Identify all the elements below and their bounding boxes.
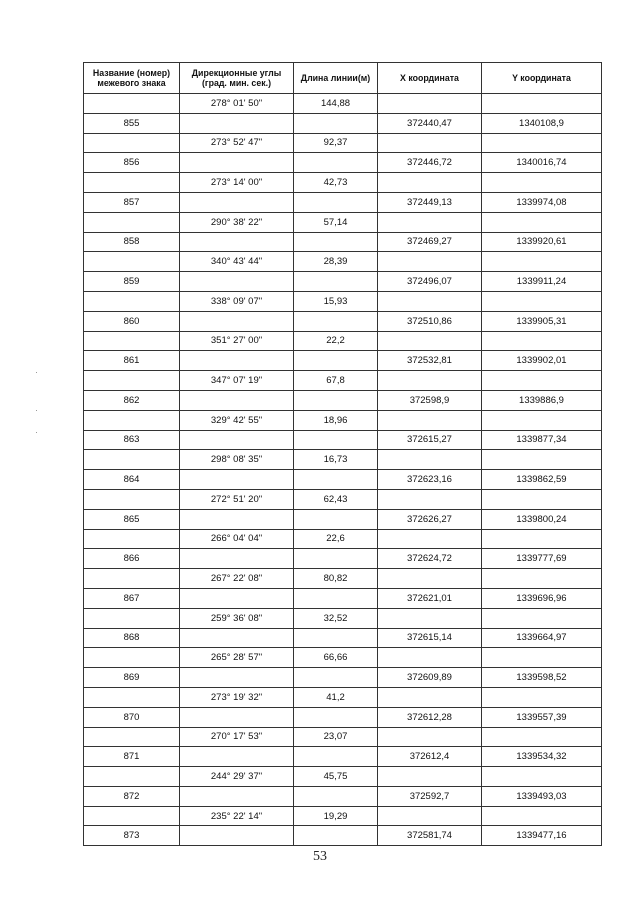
table-row (84, 806, 602, 826)
cell-marker-name: 864 (84, 470, 180, 490)
table-row (84, 173, 602, 193)
cell-x-coordinate (378, 687, 482, 707)
cell-y-coordinate (482, 173, 602, 193)
cell-line-length (294, 470, 378, 490)
table-row (84, 450, 602, 470)
table-row (84, 588, 602, 608)
cell-y-coordinate: 1339886,9 (482, 390, 602, 410)
cell-bearing (180, 786, 294, 806)
table-row (84, 628, 602, 648)
cell-bearing (180, 232, 294, 252)
cell-x-coordinate: 372623,16 (378, 470, 482, 490)
cell-bearing (180, 351, 294, 371)
cell-line-length: 80,82 (294, 569, 378, 589)
cell-bearing: 235° 22' 14" (180, 806, 294, 826)
cell-bearing (180, 747, 294, 767)
table-row (84, 331, 602, 351)
table-row (84, 291, 602, 311)
cell-line-length: 16,73 (294, 450, 378, 470)
cell-bearing: 273° 52' 47" (180, 133, 294, 153)
boundary-coordinates-table (83, 62, 602, 846)
table-row (84, 272, 602, 292)
table-row (84, 430, 602, 450)
cell-marker-name (84, 727, 180, 747)
cell-line-length: 41,2 (294, 687, 378, 707)
cell-y-coordinate (482, 94, 602, 114)
cell-marker-name (84, 291, 180, 311)
cell-marker-name: 870 (84, 707, 180, 727)
table-row (84, 786, 602, 806)
table-row (84, 252, 602, 272)
cell-line-length (294, 707, 378, 727)
cell-line-length: 28,39 (294, 252, 378, 272)
cell-bearing (180, 192, 294, 212)
cell-line-length (294, 430, 378, 450)
cell-x-coordinate (378, 608, 482, 628)
cell-line-length (294, 549, 378, 569)
cell-y-coordinate: 1339493,03 (482, 786, 602, 806)
cell-line-length (294, 668, 378, 688)
cell-line-length: 18,96 (294, 410, 378, 430)
cell-y-coordinate (482, 291, 602, 311)
cell-line-length (294, 390, 378, 410)
cell-marker-name: 861 (84, 351, 180, 371)
cell-line-length (294, 153, 378, 173)
cell-x-coordinate (378, 569, 482, 589)
cell-marker-name (84, 767, 180, 787)
cell-y-coordinate: 1339862,59 (482, 470, 602, 490)
cell-x-coordinate: 372609,89 (378, 668, 482, 688)
cell-x-coordinate (378, 806, 482, 826)
cell-y-coordinate (482, 133, 602, 153)
cell-y-coordinate: 1339877,34 (482, 430, 602, 450)
cell-line-length: 57,14 (294, 212, 378, 232)
cell-marker-name: 857 (84, 192, 180, 212)
cell-line-length (294, 311, 378, 331)
cell-bearing: 270° 17' 53" (180, 727, 294, 747)
cell-marker-name (84, 331, 180, 351)
cell-bearing: 298° 08' 35" (180, 450, 294, 470)
cell-x-coordinate (378, 173, 482, 193)
table-row (84, 687, 602, 707)
cell-x-coordinate: 372621,01 (378, 588, 482, 608)
table-row (84, 569, 602, 589)
cell-x-coordinate (378, 291, 482, 311)
cell-bearing (180, 272, 294, 292)
cell-marker-name: 867 (84, 588, 180, 608)
cell-y-coordinate: 1340016,74 (482, 153, 602, 173)
cell-marker-name (84, 410, 180, 430)
scan-speck (36, 410, 37, 411)
cell-marker-name: 871 (84, 747, 180, 767)
cell-marker-name (84, 608, 180, 628)
cell-y-coordinate (482, 212, 602, 232)
cell-x-coordinate (378, 767, 482, 787)
cell-marker-name: 868 (84, 628, 180, 648)
table-row (84, 489, 602, 509)
cell-x-coordinate (378, 371, 482, 391)
cell-bearing (180, 549, 294, 569)
cell-y-coordinate: 1339557,39 (482, 707, 602, 727)
cell-x-coordinate: 372592,7 (378, 786, 482, 806)
table-row (84, 727, 602, 747)
cell-bearing (180, 153, 294, 173)
table-row (84, 747, 602, 767)
cell-y-coordinate: 1339920,61 (482, 232, 602, 252)
cell-line-length: 22,6 (294, 529, 378, 549)
table-row (84, 648, 602, 668)
cell-y-coordinate (482, 727, 602, 747)
cell-marker-name (84, 569, 180, 589)
cell-bearing: 338° 09' 07" (180, 291, 294, 311)
cell-marker-name: 860 (84, 311, 180, 331)
cell-line-length (294, 588, 378, 608)
cell-bearing: 351° 27' 00" (180, 331, 294, 351)
cell-y-coordinate: 1339974,08 (482, 192, 602, 212)
table-row (84, 767, 602, 787)
cell-marker-name (84, 371, 180, 391)
cell-y-coordinate: 1339902,01 (482, 351, 602, 371)
cell-line-length: 32,52 (294, 608, 378, 628)
cell-bearing: 265° 28' 57" (180, 648, 294, 668)
table-row (84, 371, 602, 391)
cell-bearing (180, 430, 294, 450)
cell-bearing (180, 311, 294, 331)
table-row (84, 549, 602, 569)
cell-x-coordinate: 372626,27 (378, 509, 482, 529)
cell-line-length: 19,29 (294, 806, 378, 826)
cell-marker-name: 873 (84, 826, 180, 846)
cell-bearing: 266° 04' 04" (180, 529, 294, 549)
cell-marker-name (84, 173, 180, 193)
cell-y-coordinate: 1339534,32 (482, 747, 602, 767)
cell-y-coordinate (482, 608, 602, 628)
cell-x-coordinate (378, 94, 482, 114)
cell-marker-name: 858 (84, 232, 180, 252)
cell-bearing: 259° 36' 08" (180, 608, 294, 628)
cell-marker-name (84, 806, 180, 826)
cell-marker-name (84, 252, 180, 272)
table-row (84, 351, 602, 371)
cell-line-length (294, 232, 378, 252)
cell-bearing (180, 390, 294, 410)
cell-y-coordinate: 1340108,9 (482, 113, 602, 133)
cell-x-coordinate (378, 489, 482, 509)
header-marker-name: Название (номер) межевого знака (84, 63, 180, 94)
cell-line-length (294, 826, 378, 846)
cell-y-coordinate: 1339696,96 (482, 588, 602, 608)
cell-x-coordinate: 372612,4 (378, 747, 482, 767)
header-line-length: Длина линии(м) (294, 63, 378, 94)
cell-y-coordinate (482, 767, 602, 787)
cell-x-coordinate (378, 529, 482, 549)
cell-bearing: 273° 19' 32" (180, 687, 294, 707)
cell-y-coordinate (482, 371, 602, 391)
cell-line-length (294, 351, 378, 371)
cell-bearing: 244° 29' 37" (180, 767, 294, 787)
table-row (84, 410, 602, 430)
header-bearing: Дирекционные углы (град. мин. сек.) (180, 63, 294, 94)
cell-x-coordinate (378, 331, 482, 351)
cell-bearing: 347° 07' 19" (180, 371, 294, 391)
table-row (84, 509, 602, 529)
cell-line-length: 45,75 (294, 767, 378, 787)
cell-line-length: 92,37 (294, 133, 378, 153)
cell-bearing: 278° 01' 50" (180, 94, 294, 114)
cell-line-length: 23,07 (294, 727, 378, 747)
cell-y-coordinate: 1339800,24 (482, 509, 602, 529)
cell-y-coordinate (482, 450, 602, 470)
cell-line-length: 66,66 (294, 648, 378, 668)
table-row (84, 608, 602, 628)
cell-y-coordinate (482, 569, 602, 589)
cell-marker-name (84, 529, 180, 549)
cell-y-coordinate: 1339905,31 (482, 311, 602, 331)
cell-line-length: 42,73 (294, 173, 378, 193)
cell-marker-name (84, 489, 180, 509)
cell-line-length (294, 113, 378, 133)
cell-x-coordinate: 372469,27 (378, 232, 482, 252)
cell-line-length (294, 192, 378, 212)
cell-bearing: 272° 51' 20" (180, 489, 294, 509)
cell-x-coordinate: 372496,07 (378, 272, 482, 292)
cell-marker-name: 863 (84, 430, 180, 450)
cell-line-length: 22,2 (294, 331, 378, 351)
table-row (84, 212, 602, 232)
table-row (84, 529, 602, 549)
cell-bearing (180, 509, 294, 529)
cell-line-length: 62,43 (294, 489, 378, 509)
table-row (84, 192, 602, 212)
cell-x-coordinate: 372598,9 (378, 390, 482, 410)
table-row (84, 133, 602, 153)
cell-x-coordinate (378, 648, 482, 668)
cell-bearing: 267° 22' 08" (180, 569, 294, 589)
cell-y-coordinate (482, 331, 602, 351)
cell-x-coordinate: 372449,13 (378, 192, 482, 212)
cell-x-coordinate (378, 133, 482, 153)
table-row (84, 113, 602, 133)
cell-marker-name: 866 (84, 549, 180, 569)
table-row (84, 153, 602, 173)
cell-line-length (294, 747, 378, 767)
cell-marker-name: 865 (84, 509, 180, 529)
table-row (84, 232, 602, 252)
cell-x-coordinate: 372615,27 (378, 430, 482, 450)
cell-marker-name (84, 133, 180, 153)
cell-x-coordinate (378, 212, 482, 232)
cell-marker-name: 856 (84, 153, 180, 173)
cell-x-coordinate: 372440,47 (378, 113, 482, 133)
cell-marker-name: 862 (84, 390, 180, 410)
page-number: 53 (313, 849, 327, 864)
cell-bearing: 340° 43' 44" (180, 252, 294, 272)
cell-y-coordinate: 1339477,16 (482, 826, 602, 846)
cell-bearing (180, 707, 294, 727)
cell-line-length: 144,88 (294, 94, 378, 114)
cell-bearing: 290° 38' 22" (180, 212, 294, 232)
cell-bearing: 273° 14' 00" (180, 173, 294, 193)
table-body (84, 94, 602, 846)
cell-x-coordinate: 372581,74 (378, 826, 482, 846)
table-row (84, 94, 602, 114)
cell-x-coordinate: 372612,28 (378, 707, 482, 727)
cell-line-length (294, 628, 378, 648)
cell-marker-name (84, 450, 180, 470)
cell-marker-name (84, 648, 180, 668)
header-x-coordinate: X координата (378, 63, 482, 94)
table-row (84, 311, 602, 331)
table-row (84, 826, 602, 846)
cell-x-coordinate: 372532,81 (378, 351, 482, 371)
cell-x-coordinate (378, 252, 482, 272)
scan-speck (36, 432, 37, 433)
cell-bearing (180, 113, 294, 133)
cell-y-coordinate (482, 687, 602, 707)
cell-bearing (180, 826, 294, 846)
cell-y-coordinate: 1339598,52 (482, 668, 602, 688)
cell-line-length (294, 786, 378, 806)
cell-x-coordinate (378, 410, 482, 430)
cell-y-coordinate (482, 489, 602, 509)
cell-x-coordinate: 372510,86 (378, 311, 482, 331)
table-header-row (84, 63, 602, 94)
cell-marker-name: 869 (84, 668, 180, 688)
cell-x-coordinate: 372446,72 (378, 153, 482, 173)
cell-bearing (180, 588, 294, 608)
cell-y-coordinate: 1339664,97 (482, 628, 602, 648)
cell-marker-name (84, 94, 180, 114)
cell-x-coordinate (378, 450, 482, 470)
cell-line-length: 15,93 (294, 291, 378, 311)
cell-y-coordinate (482, 806, 602, 826)
header-y-coordinate: Y координата (482, 63, 602, 94)
cell-y-coordinate (482, 410, 602, 430)
cell-marker-name: 855 (84, 113, 180, 133)
cell-marker-name (84, 212, 180, 232)
cell-y-coordinate (482, 252, 602, 272)
table-row (84, 707, 602, 727)
scan-speck (36, 372, 37, 373)
cell-bearing (180, 668, 294, 688)
cell-y-coordinate (482, 529, 602, 549)
cell-y-coordinate (482, 648, 602, 668)
cell-x-coordinate (378, 727, 482, 747)
cell-bearing (180, 628, 294, 648)
table-row (84, 470, 602, 490)
cell-line-length (294, 509, 378, 529)
table-row (84, 668, 602, 688)
cell-marker-name (84, 687, 180, 707)
cell-y-coordinate: 1339777,69 (482, 549, 602, 569)
cell-line-length: 67,8 (294, 371, 378, 391)
table-row (84, 390, 602, 410)
cell-x-coordinate: 372624,72 (378, 549, 482, 569)
cell-bearing: 329° 42' 55" (180, 410, 294, 430)
cell-y-coordinate: 1339911,24 (482, 272, 602, 292)
cell-marker-name: 859 (84, 272, 180, 292)
cell-x-coordinate: 372615,14 (378, 628, 482, 648)
cell-marker-name: 872 (84, 786, 180, 806)
cell-bearing (180, 470, 294, 490)
cell-line-length (294, 272, 378, 292)
